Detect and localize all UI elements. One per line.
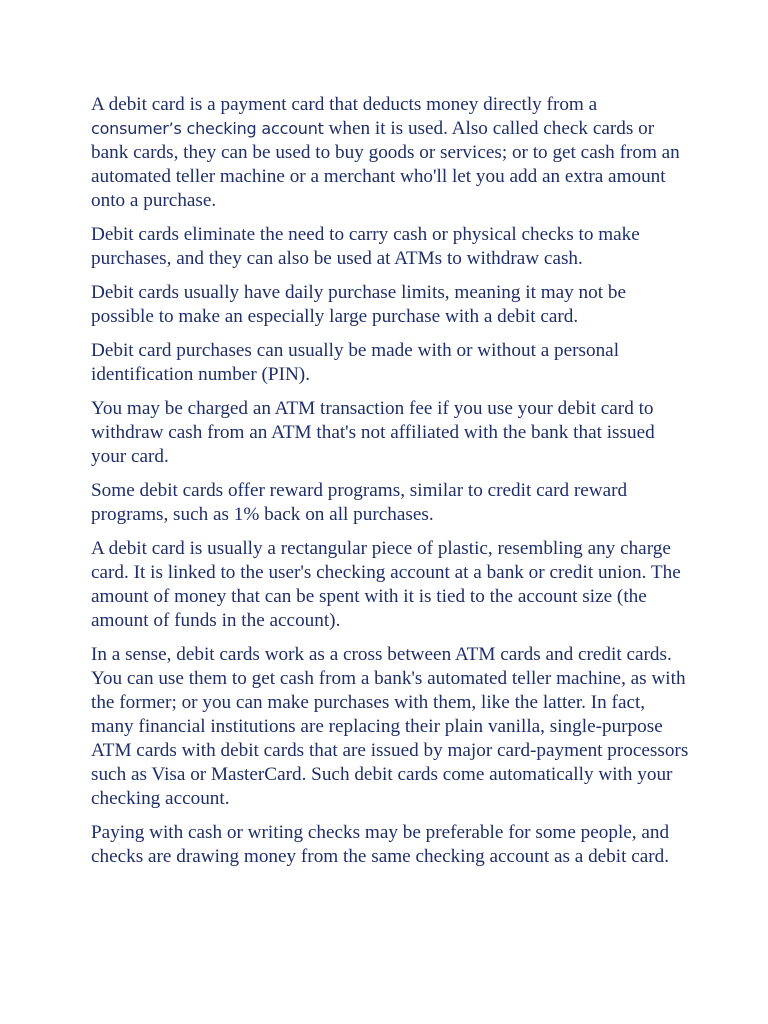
paragraph-1 <box>91 93 691 213</box>
paragraph-7: A debit card is usually a rectangular piece of plastic, resembling any charge card. It is linked to the user's checking account at a bank or credit union. The amount of money that can be spent with it is tied to the account size (the amount of funds in the account). <box>91 538 681 631</box>
paragraph-9: Paying with cash or writing checks may be preferable for some people, and checks are drawing money from the same checking account as a debit card. <box>91 822 670 867</box>
paragraph-4: Debit card purchases can usually be made with or without a personal identification number (PIN). <box>91 340 620 385</box>
checking-account-term: consumer’s checking account <box>91 119 324 138</box>
paragraph-6: Some debit cards offer reward programs, similar to credit card reward programs, such as 1% back on all purchases. <box>91 480 628 525</box>
paragraph-1-text-end: when it is used. Also called check cards or bank cards, they can be used to buy goods or services; or to get cash from an automated teller machine or a merchant who'll let you add an extra amount onto a purchase. <box>91 118 680 211</box>
paragraph-8: In a sense, debit cards work as a cross between ATM cards and credit cards. You can use them to get cash from a bank's automated teller machine, as with the former; or you can make purchases with them, like the latter. In fact, many financial institutions are replacing their plain vanilla, single-purpose ATM cards with debit cards that are issued by major card-payment processors such as Visa or MasterCard. Such debit cards come automatically with your checking account. <box>91 644 689 809</box>
paragraph-2: Debit cards eliminate the need to carry cash or physical checks to make purchases, and they can also be used at ATMs to withdraw cash. <box>91 224 640 269</box>
document-body <box>91 93 691 879</box>
paragraph-1-text-start: A debit card is a payment card that deducts money directly from a <box>91 94 598 115</box>
paragraph-5: You may be charged an ATM transaction fee if you use your debit card to withdraw cash from an ATM that's not affiliated with the bank that issued your card. <box>91 398 655 467</box>
paragraph-3: Debit cards usually have daily purchase limits, meaning it may not be possible to make an especially large purchase with a debit card. <box>91 282 626 327</box>
